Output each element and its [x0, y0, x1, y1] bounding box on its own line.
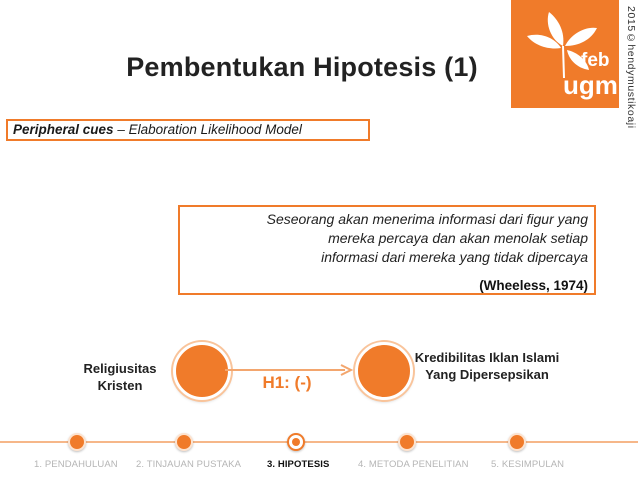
- logo-text-feb: feb: [581, 50, 610, 71]
- subtitle-rest: – Elaboration Likelihood Model: [113, 122, 302, 137]
- left-node-label-line: Religiusitas: [83, 361, 157, 376]
- right-node-label: [405, 349, 569, 383]
- timeline-dot-3[interactable]: [287, 433, 305, 451]
- logo-text-ugm: ugm: [563, 70, 618, 100]
- hypothesis-label: H1: (-): [262, 373, 312, 392]
- quote-box: [178, 205, 596, 295]
- left-node-label-line: Kristen: [97, 378, 143, 393]
- quote-line: informasi dari mereka yang tidak dipercaya: [321, 249, 588, 265]
- quote-line: mereka percaya dan akan menolak setiap: [328, 230, 588, 246]
- right-node-label-line: Kredibilitas Iklan Islami: [414, 350, 560, 365]
- timeline-item-kesimpulan[interactable]: 5. KESIMPULAN: [491, 459, 565, 470]
- left-node-label: [62, 360, 178, 394]
- copyright-text: 2015©hendymustikoaji: [625, 6, 637, 129]
- timeline-dot-5[interactable]: [508, 433, 526, 451]
- leaf-icon: [511, 0, 619, 108]
- timeline-item-hipotesis[interactable]: 3. HIPOTESIS: [267, 459, 330, 470]
- quote-line: Seseorang akan menerima informasi dari figur yang: [266, 211, 588, 227]
- timeline-line: [0, 441, 638, 443]
- timeline-dot-2[interactable]: [175, 433, 193, 451]
- quote-citation: (Wheeless, 1974): [479, 278, 588, 293]
- timeline-item-tinjauan-pustaka[interactable]: 2. TINJAUAN PUSTAKA: [136, 459, 242, 470]
- feb-ugm-logo: [511, 0, 619, 108]
- right-node-label-line: Yang Dipersepsikan: [425, 367, 549, 382]
- timeline-item-pendahuluan[interactable]: 1. PENDAHULUAN: [34, 459, 118, 470]
- timeline-dot-4[interactable]: [398, 433, 416, 451]
- subtitle-strong: Peripheral cues: [13, 122, 114, 137]
- subtitle-box: [6, 119, 370, 141]
- left-node-circle: [173, 342, 231, 400]
- timeline-item-metoda-penelitian[interactable]: 4. METODA PENELITIAN: [358, 459, 469, 470]
- page-title: Pembentukan Hipotesis (1): [126, 52, 478, 82]
- timeline-dot-1[interactable]: [68, 433, 86, 451]
